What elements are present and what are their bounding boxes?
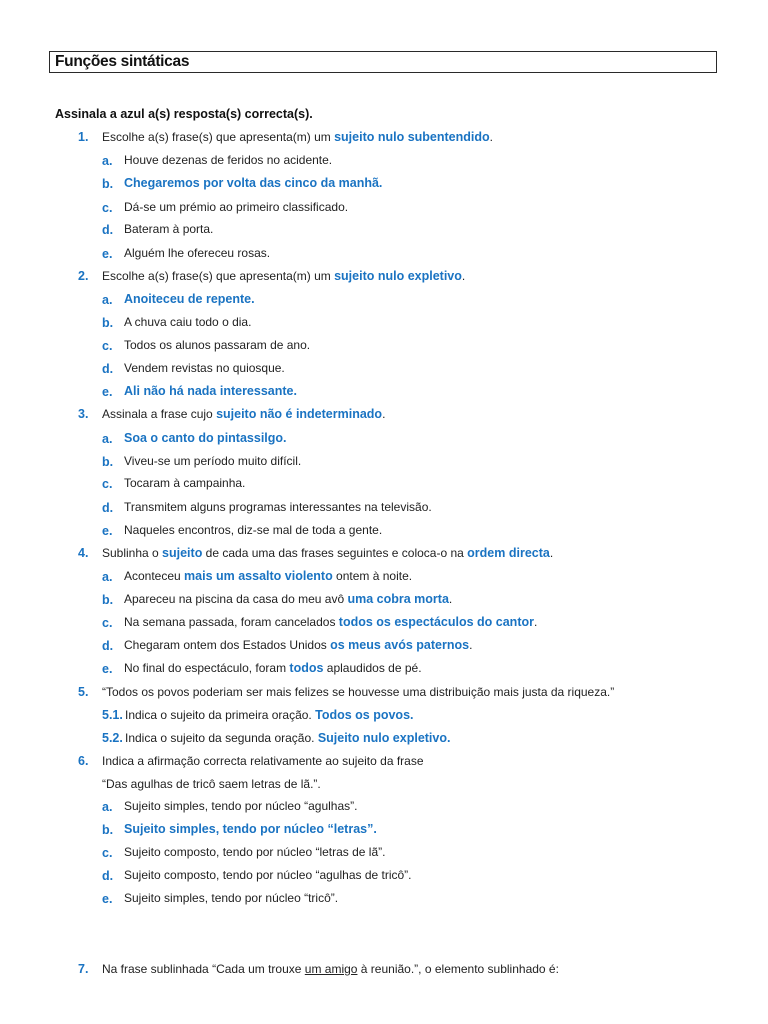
q4-option-e-letter: e.: [102, 662, 113, 676]
q4-d-post: .: [469, 638, 473, 652]
q4-post: .: [549, 546, 554, 560]
q4-option-d-letter: d.: [102, 639, 114, 653]
q2-option-e-letter: e.: [102, 385, 113, 399]
q7-number: 7.: [78, 962, 89, 976]
q3-option-c-letter: c.: [102, 477, 113, 491]
q1-post: .: [489, 130, 493, 144]
q1-option-d-letter: d.: [102, 223, 114, 237]
q1-option-e[interactable]: Alguém lhe ofereceu rosas.: [124, 246, 271, 260]
q5-2-prompt: [125, 731, 450, 745]
title-box: [49, 51, 717, 73]
q3-option-b-letter: b.: [102, 455, 114, 469]
q4-b-post: .: [448, 592, 453, 606]
q6-option-d-letter: d.: [102, 869, 114, 883]
q2-option-b[interactable]: A chuva caiu todo o dia.: [124, 315, 252, 329]
q6-option-c[interactable]: Sujeito composto, tendo por núcleo “letras de lã”.: [124, 845, 386, 859]
q4-option-b-letter: b.: [102, 593, 114, 607]
q2-option-d[interactable]: Vendem revistas no quiosque.: [124, 361, 285, 375]
q4-b-answer: uma cobra morta: [347, 592, 449, 606]
q4-c-pre: Na semana passada, foram cancelados: [124, 615, 339, 629]
q4-e-pre: No final do espectáculo, foram: [124, 661, 290, 675]
q6-option-e-letter: e.: [102, 892, 113, 906]
q2-option-b-letter: b.: [102, 316, 114, 330]
q6-option-c-letter: c.: [102, 846, 113, 860]
q3-pre: Assinala a frase cujo: [102, 407, 217, 421]
q4-d-answer: os meus avós paternos: [330, 638, 470, 652]
q2-post: .: [461, 269, 466, 283]
q3-option-a[interactable]: Soa o canto do pintassilgo.: [124, 431, 287, 445]
q4-option-c-letter: c.: [102, 616, 113, 630]
q4-e-post: aplaudidos de pé.: [323, 661, 422, 675]
q7-prompt: [102, 962, 559, 976]
q4-option-b: [124, 592, 452, 606]
q2-option-d-letter: d.: [102, 362, 114, 376]
q6-option-d[interactable]: Sujeito composto, tendo por núcleo “agulhas de tricô”.: [124, 868, 412, 882]
q6-number: 6.: [78, 754, 89, 768]
q4-option-e: [124, 661, 422, 675]
q3-prompt: [102, 407, 385, 421]
q5-1-prompt: [125, 708, 414, 722]
q1-prompt: [102, 130, 493, 144]
q4-e-answer: todos: [289, 661, 324, 675]
q1-option-c-letter: c.: [102, 201, 113, 215]
q7-post: à reunião.”, o elemento sublinhado é:: [357, 962, 559, 976]
q1-option-d[interactable]: Bateram à porta.: [124, 222, 214, 236]
q6-prompt: Indica a afirmação correcta relativamente ao sujeito da frase: [102, 754, 424, 768]
q1-option-a[interactable]: Houve dezenas de feridos no acidente.: [124, 153, 333, 167]
q4-a-answer: mais um assalto violento: [184, 569, 333, 583]
q1-option-a-letter: a.: [102, 154, 113, 168]
q5-1-text: Indica o sujeito da primeira oração.: [125, 708, 316, 722]
q2-option-a-letter: a.: [102, 293, 113, 307]
q4-key-sujeito: sujeito: [162, 546, 203, 560]
q6-option-a[interactable]: Sujeito simples, tendo por núcleo “agulhas”.: [124, 799, 358, 813]
q2-pre: Escolhe a(s) frase(s) que apresenta(m) um: [102, 269, 335, 283]
page-title: Funções sintáticas: [55, 53, 190, 70]
q4-a-post: ontem à noite.: [332, 569, 413, 583]
q4-prompt: [102, 546, 553, 560]
q6-option-b[interactable]: Sujeito simples, tendo por núcleo “letras”.: [124, 822, 377, 836]
q4-c-post: .: [533, 615, 538, 629]
q1-option-e-letter: e.: [102, 247, 113, 261]
q4-d-pre: Chegaram ontem dos Estados Unidos: [124, 638, 331, 652]
q5-number: 5.: [78, 685, 89, 699]
q6-option-e[interactable]: Sujeito simples, tendo por núcleo “tricô”.: [124, 891, 339, 905]
q5-quote: “Todos os povos poderiam ser mais felizes se houvesse uma distribuição mais justa da riqueza.”: [102, 685, 615, 699]
q1-option-b-letter: b.: [102, 177, 114, 191]
q5-1-number: 5.1.: [102, 708, 123, 722]
q3-post: .: [382, 407, 386, 421]
q4-key-ordem: ordem directa: [467, 546, 550, 560]
q4-option-a: [124, 569, 412, 583]
q2-option-e[interactable]: Ali não há nada interessante.: [124, 384, 297, 398]
q1-pre: Escolhe a(s) frase(s) que apresenta(m) um: [102, 130, 335, 144]
q4-c-answer: todos os espectáculos do cantor: [338, 615, 534, 629]
q2-number: 2.: [78, 269, 89, 283]
q3-key: sujeito não é indeterminado: [216, 407, 383, 421]
q3-option-d-letter: d.: [102, 501, 114, 515]
q4-pre: Sublinha o: [102, 546, 163, 560]
q5-2-answer: Sujeito nulo expletivo.: [317, 731, 451, 745]
q4-mid: de cada uma das frases seguintes e coloca-o na: [202, 546, 468, 560]
q1-number: 1.: [78, 130, 89, 144]
instruction: Assinala a azul a(s) resposta(s) correcta(s).: [55, 107, 313, 121]
q4-b-pre: Apareceu na piscina da casa do meu avô: [124, 592, 348, 606]
q7-underlined: um amigo: [304, 962, 358, 976]
q4-option-d: [124, 638, 472, 652]
q3-option-c[interactable]: Tocaram à campainha.: [124, 476, 246, 490]
q2-option-c[interactable]: Todos os alunos passaram de ano.: [124, 338, 311, 352]
q6-option-b-letter: b.: [102, 823, 114, 837]
q3-number: 3.: [78, 407, 89, 421]
q3-option-e-letter: e.: [102, 524, 113, 538]
q5-1-answer: Todos os povos.: [315, 708, 414, 722]
q4-option-c: [124, 615, 537, 629]
q3-option-e[interactable]: Naqueles encontros, diz-se mal de toda a gente.: [124, 523, 383, 537]
q1-key: sujeito nulo subentendido: [334, 130, 490, 144]
q4-a-pre: Aconteceu: [124, 569, 185, 583]
q3-option-a-letter: a.: [102, 432, 113, 446]
q7-pre: Na frase sublinhada “Cada um trouxe: [102, 962, 305, 976]
q5-2-text: Indica o sujeito da segunda oração.: [125, 731, 318, 745]
q2-key: sujeito nulo expletivo: [334, 269, 462, 283]
q6-quote: “Das agulhas de tricô saem letras de lã.”.: [102, 777, 321, 791]
q4-option-a-letter: a.: [102, 570, 113, 584]
q2-option-c-letter: c.: [102, 339, 113, 353]
q2-option-a[interactable]: Anoiteceu de repente.: [124, 292, 255, 306]
q3-option-d[interactable]: Transmitem alguns programas interessantes na televisão.: [124, 500, 432, 514]
q6-option-a-letter: a.: [102, 800, 113, 814]
q3-option-b[interactable]: Viveu-se um período muito difícil.: [124, 454, 302, 468]
q2-prompt: [102, 269, 465, 283]
q5-2-number: 5.2.: [102, 731, 123, 745]
q1-option-b[interactable]: Chegaremos por volta das cinco da manhã.: [124, 176, 383, 190]
q4-number: 4.: [78, 546, 89, 560]
q1-option-c[interactable]: Dá-se um prémio ao primeiro classificado.: [124, 200, 349, 214]
